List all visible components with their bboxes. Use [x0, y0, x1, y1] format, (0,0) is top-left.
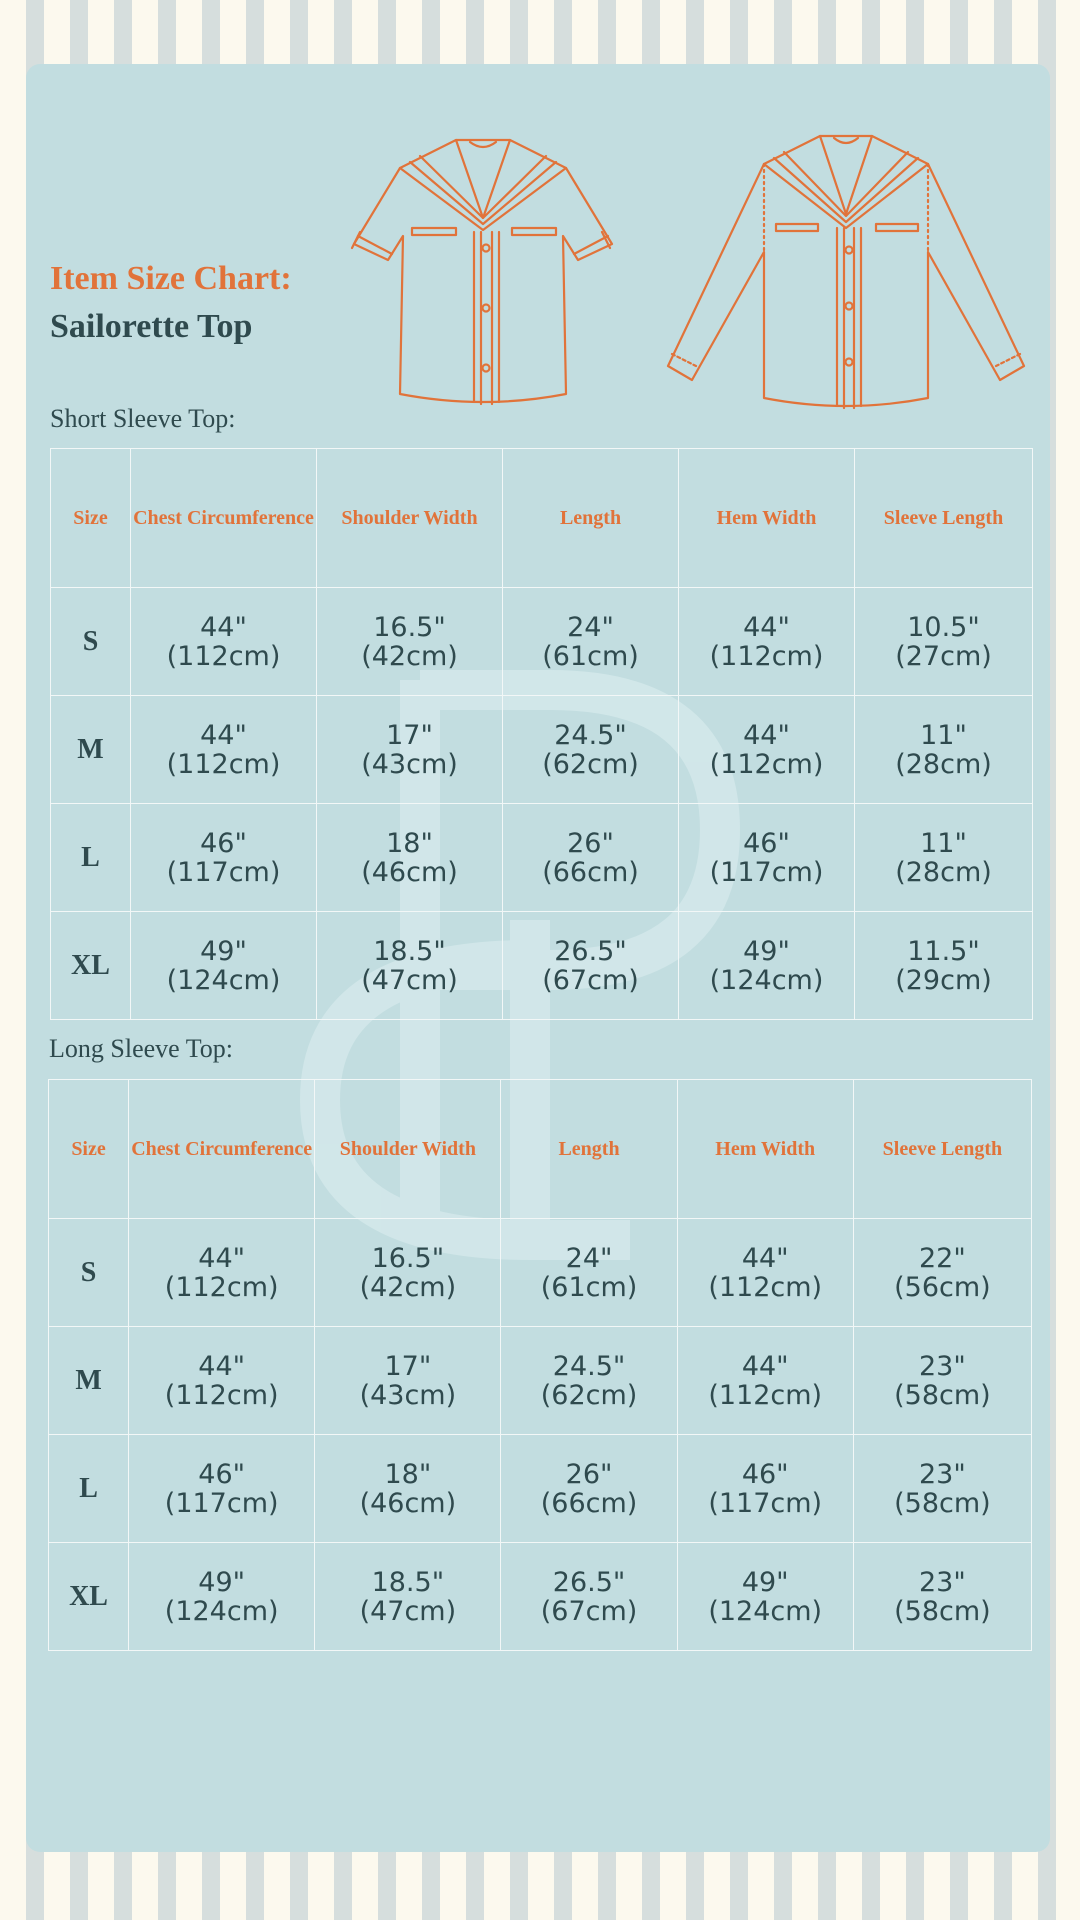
cm-value: (58cm)	[894, 1487, 991, 1519]
header-shoulder-width: Shoulder Width	[317, 449, 503, 588]
measurement-cell-hem	[679, 804, 855, 912]
measurement-cell-length	[503, 588, 679, 696]
cm-value: (56cm)	[894, 1271, 991, 1303]
cm-value: (47cm)	[361, 964, 458, 996]
header-length: Length	[501, 1080, 677, 1219]
table-row	[51, 696, 1033, 804]
inch-value: 17"	[384, 1350, 432, 1382]
measurement-cell-chest	[131, 696, 317, 804]
measurement-cell-hem	[677, 1543, 853, 1651]
measurement-cell-shoulder	[315, 1543, 501, 1651]
cm-value: (112cm)	[709, 640, 824, 672]
cm-value: (46cm)	[359, 1487, 457, 1519]
header-length: Length	[503, 449, 679, 588]
header-sleeve-length: Sleeve Length	[855, 449, 1033, 588]
size-label-cell: M	[51, 696, 131, 804]
table-row	[51, 912, 1033, 1020]
measurement-cell-hem	[677, 1219, 853, 1327]
measurement-cell-sleeve	[853, 1219, 1031, 1327]
measurement-cell-hem	[679, 696, 855, 804]
inch-value: 49"	[743, 935, 790, 967]
inch-value: 18.5"	[371, 1566, 445, 1598]
inch-value: 24.5"	[554, 719, 627, 751]
cm-value: (112cm)	[708, 1379, 823, 1411]
inch-value: 44"	[743, 611, 790, 643]
inch-value: 18"	[386, 827, 433, 859]
cm-value: (117cm)	[164, 1487, 279, 1519]
inch-value: 23"	[919, 1350, 966, 1382]
short-sleeve-section-label: Short Sleeve Top:	[50, 404, 236, 433]
measurement-cell-sleeve	[853, 1435, 1031, 1543]
inch-value: 11"	[920, 719, 967, 751]
measurement-cell-chest	[131, 588, 317, 696]
measurement-cell-chest	[131, 912, 317, 1020]
cm-value: (124cm)	[708, 1595, 823, 1627]
size-label-cell: S	[51, 588, 131, 696]
table-row	[49, 1435, 1032, 1543]
measurement-cell-length	[501, 1435, 677, 1543]
cm-value: (67cm)	[540, 1595, 638, 1627]
header-size: Size	[51, 449, 131, 588]
inch-value: 10.5"	[907, 611, 980, 643]
cm-value: (124cm)	[166, 964, 281, 996]
size-label-cell: S	[49, 1219, 129, 1327]
inch-value: 26.5"	[552, 1566, 626, 1598]
cm-value: (42cm)	[359, 1271, 457, 1303]
cm-value: (112cm)	[164, 1271, 279, 1303]
inch-value: 23"	[919, 1458, 966, 1490]
inch-value: 26"	[565, 1458, 613, 1490]
measurement-cell-shoulder	[315, 1327, 501, 1435]
cm-value: (62cm)	[542, 748, 639, 780]
measurement-cell-length	[503, 804, 679, 912]
measurement-cell-shoulder	[317, 912, 503, 1020]
inch-value: 24"	[567, 611, 614, 643]
inch-value: 44"	[200, 719, 247, 751]
measurement-cell-shoulder	[317, 804, 503, 912]
inch-value: 49"	[200, 935, 247, 967]
measurement-cell-chest	[129, 1543, 315, 1651]
measurement-cell-shoulder	[315, 1435, 501, 1543]
measurement-cell-sleeve	[853, 1543, 1031, 1651]
long-sleeve-size-table	[48, 1079, 1032, 1651]
table-row	[51, 804, 1033, 912]
measurement-cell-hem	[679, 912, 855, 1020]
inch-value: 17"	[386, 719, 433, 751]
cm-value: (61cm)	[542, 640, 639, 672]
cm-value: (46cm)	[361, 856, 458, 888]
cm-value: (42cm)	[361, 640, 458, 672]
cm-value: (43cm)	[361, 748, 458, 780]
cm-value: (28cm)	[895, 856, 992, 888]
size-label-cell: M	[49, 1327, 129, 1435]
cm-value: (43cm)	[359, 1379, 457, 1411]
inch-value: 24"	[565, 1242, 613, 1274]
measurement-cell-sleeve	[855, 804, 1033, 912]
inch-value: 44"	[200, 611, 247, 643]
measurement-cell-length	[501, 1543, 677, 1651]
cm-value: (112cm)	[166, 640, 281, 672]
measurement-cell-shoulder	[317, 696, 503, 804]
size-label-cell: L	[49, 1435, 129, 1543]
cm-value: (124cm)	[709, 964, 824, 996]
short-sleeve-shirt-icon	[348, 132, 618, 416]
cm-value: (66cm)	[540, 1487, 638, 1519]
title-product-name: Sailorette Top	[50, 308, 253, 345]
cm-value: (117cm)	[709, 856, 824, 888]
measurement-cell-length	[503, 696, 679, 804]
inch-value: 11.5"	[907, 935, 980, 967]
title-item-size-chart: Item Size Chart:	[50, 260, 292, 297]
table-header-row	[51, 449, 1033, 588]
inch-value: 16.5"	[371, 1242, 445, 1274]
measurement-cell-length	[503, 912, 679, 1020]
inch-value: 23"	[919, 1566, 966, 1598]
table-row	[49, 1219, 1032, 1327]
cm-value: (112cm)	[166, 748, 281, 780]
inch-value: 24.5"	[552, 1350, 626, 1382]
measurement-cell-length	[501, 1327, 677, 1435]
inch-value: 49"	[198, 1566, 246, 1598]
cm-value: (28cm)	[895, 748, 992, 780]
cm-value: (27cm)	[895, 640, 992, 672]
header-hem-width: Hem Width	[677, 1080, 853, 1219]
measurement-cell-chest	[129, 1327, 315, 1435]
measurement-cell-length	[501, 1219, 677, 1327]
measurement-cell-sleeve	[855, 588, 1033, 696]
header-shoulder-width: Shoulder Width	[315, 1080, 501, 1219]
inch-value: 46"	[741, 1458, 789, 1490]
inch-value: 46"	[198, 1458, 246, 1490]
cm-value: (124cm)	[164, 1595, 279, 1627]
size-label-cell: XL	[49, 1543, 129, 1651]
measurement-cell-shoulder	[317, 588, 503, 696]
long-sleeve-shirt-icon	[664, 132, 1028, 416]
table-row	[49, 1543, 1032, 1651]
cm-value: (112cm)	[708, 1271, 823, 1303]
header-chest-circumference: Chest Circumference	[129, 1080, 315, 1219]
cm-value: (67cm)	[542, 964, 639, 996]
size-label-cell: L	[51, 804, 131, 912]
cm-value: (58cm)	[894, 1595, 991, 1627]
inch-value: 44"	[198, 1350, 246, 1382]
table-row	[49, 1327, 1032, 1435]
measurement-cell-chest	[131, 804, 317, 912]
inch-value: 18"	[384, 1458, 432, 1490]
cm-value: (117cm)	[708, 1487, 823, 1519]
cm-value: (66cm)	[542, 856, 639, 888]
cm-value: (112cm)	[709, 748, 824, 780]
inch-value: 44"	[743, 719, 790, 751]
table-row	[51, 588, 1033, 696]
measurement-cell-chest	[129, 1219, 315, 1327]
measurement-cell-shoulder	[315, 1219, 501, 1327]
inch-value: 26"	[567, 827, 614, 859]
table-header-row	[49, 1080, 1032, 1219]
inch-value: 46"	[743, 827, 790, 859]
measurement-cell-sleeve	[855, 696, 1033, 804]
inch-value: 46"	[200, 827, 247, 859]
measurement-cell-chest	[129, 1435, 315, 1543]
inch-value: 16.5"	[373, 611, 446, 643]
inch-value: 18.5"	[373, 935, 446, 967]
header-hem-width: Hem Width	[679, 449, 855, 588]
measurement-cell-sleeve	[855, 912, 1033, 1020]
measurement-cell-hem	[677, 1435, 853, 1543]
size-label-cell: XL	[51, 912, 131, 1020]
inch-value: 22"	[919, 1242, 966, 1274]
inch-value: 11"	[920, 827, 967, 859]
cm-value: (62cm)	[540, 1379, 638, 1411]
measurement-cell-sleeve	[853, 1327, 1031, 1435]
cm-value: (112cm)	[164, 1379, 279, 1411]
header-size: Size	[49, 1080, 129, 1219]
inch-value: 49"	[741, 1566, 789, 1598]
cm-value: (47cm)	[359, 1595, 457, 1627]
inch-value: 26.5"	[554, 935, 627, 967]
cm-value: (117cm)	[166, 856, 281, 888]
measurement-cell-hem	[679, 588, 855, 696]
measurement-cell-hem	[677, 1327, 853, 1435]
short-sleeve-size-table	[50, 448, 1033, 1020]
cm-value: (58cm)	[894, 1379, 991, 1411]
inch-value: 44"	[741, 1350, 789, 1382]
cm-value: (61cm)	[540, 1271, 638, 1303]
inch-value: 44"	[741, 1242, 789, 1274]
long-sleeve-section-label: Long Sleeve Top:	[49, 1034, 234, 1063]
cm-value: (29cm)	[895, 964, 992, 996]
header-sleeve-length: Sleeve Length	[853, 1080, 1031, 1219]
header-chest-circumference: Chest Circumference	[131, 449, 317, 588]
inch-value: 44"	[198, 1242, 246, 1274]
